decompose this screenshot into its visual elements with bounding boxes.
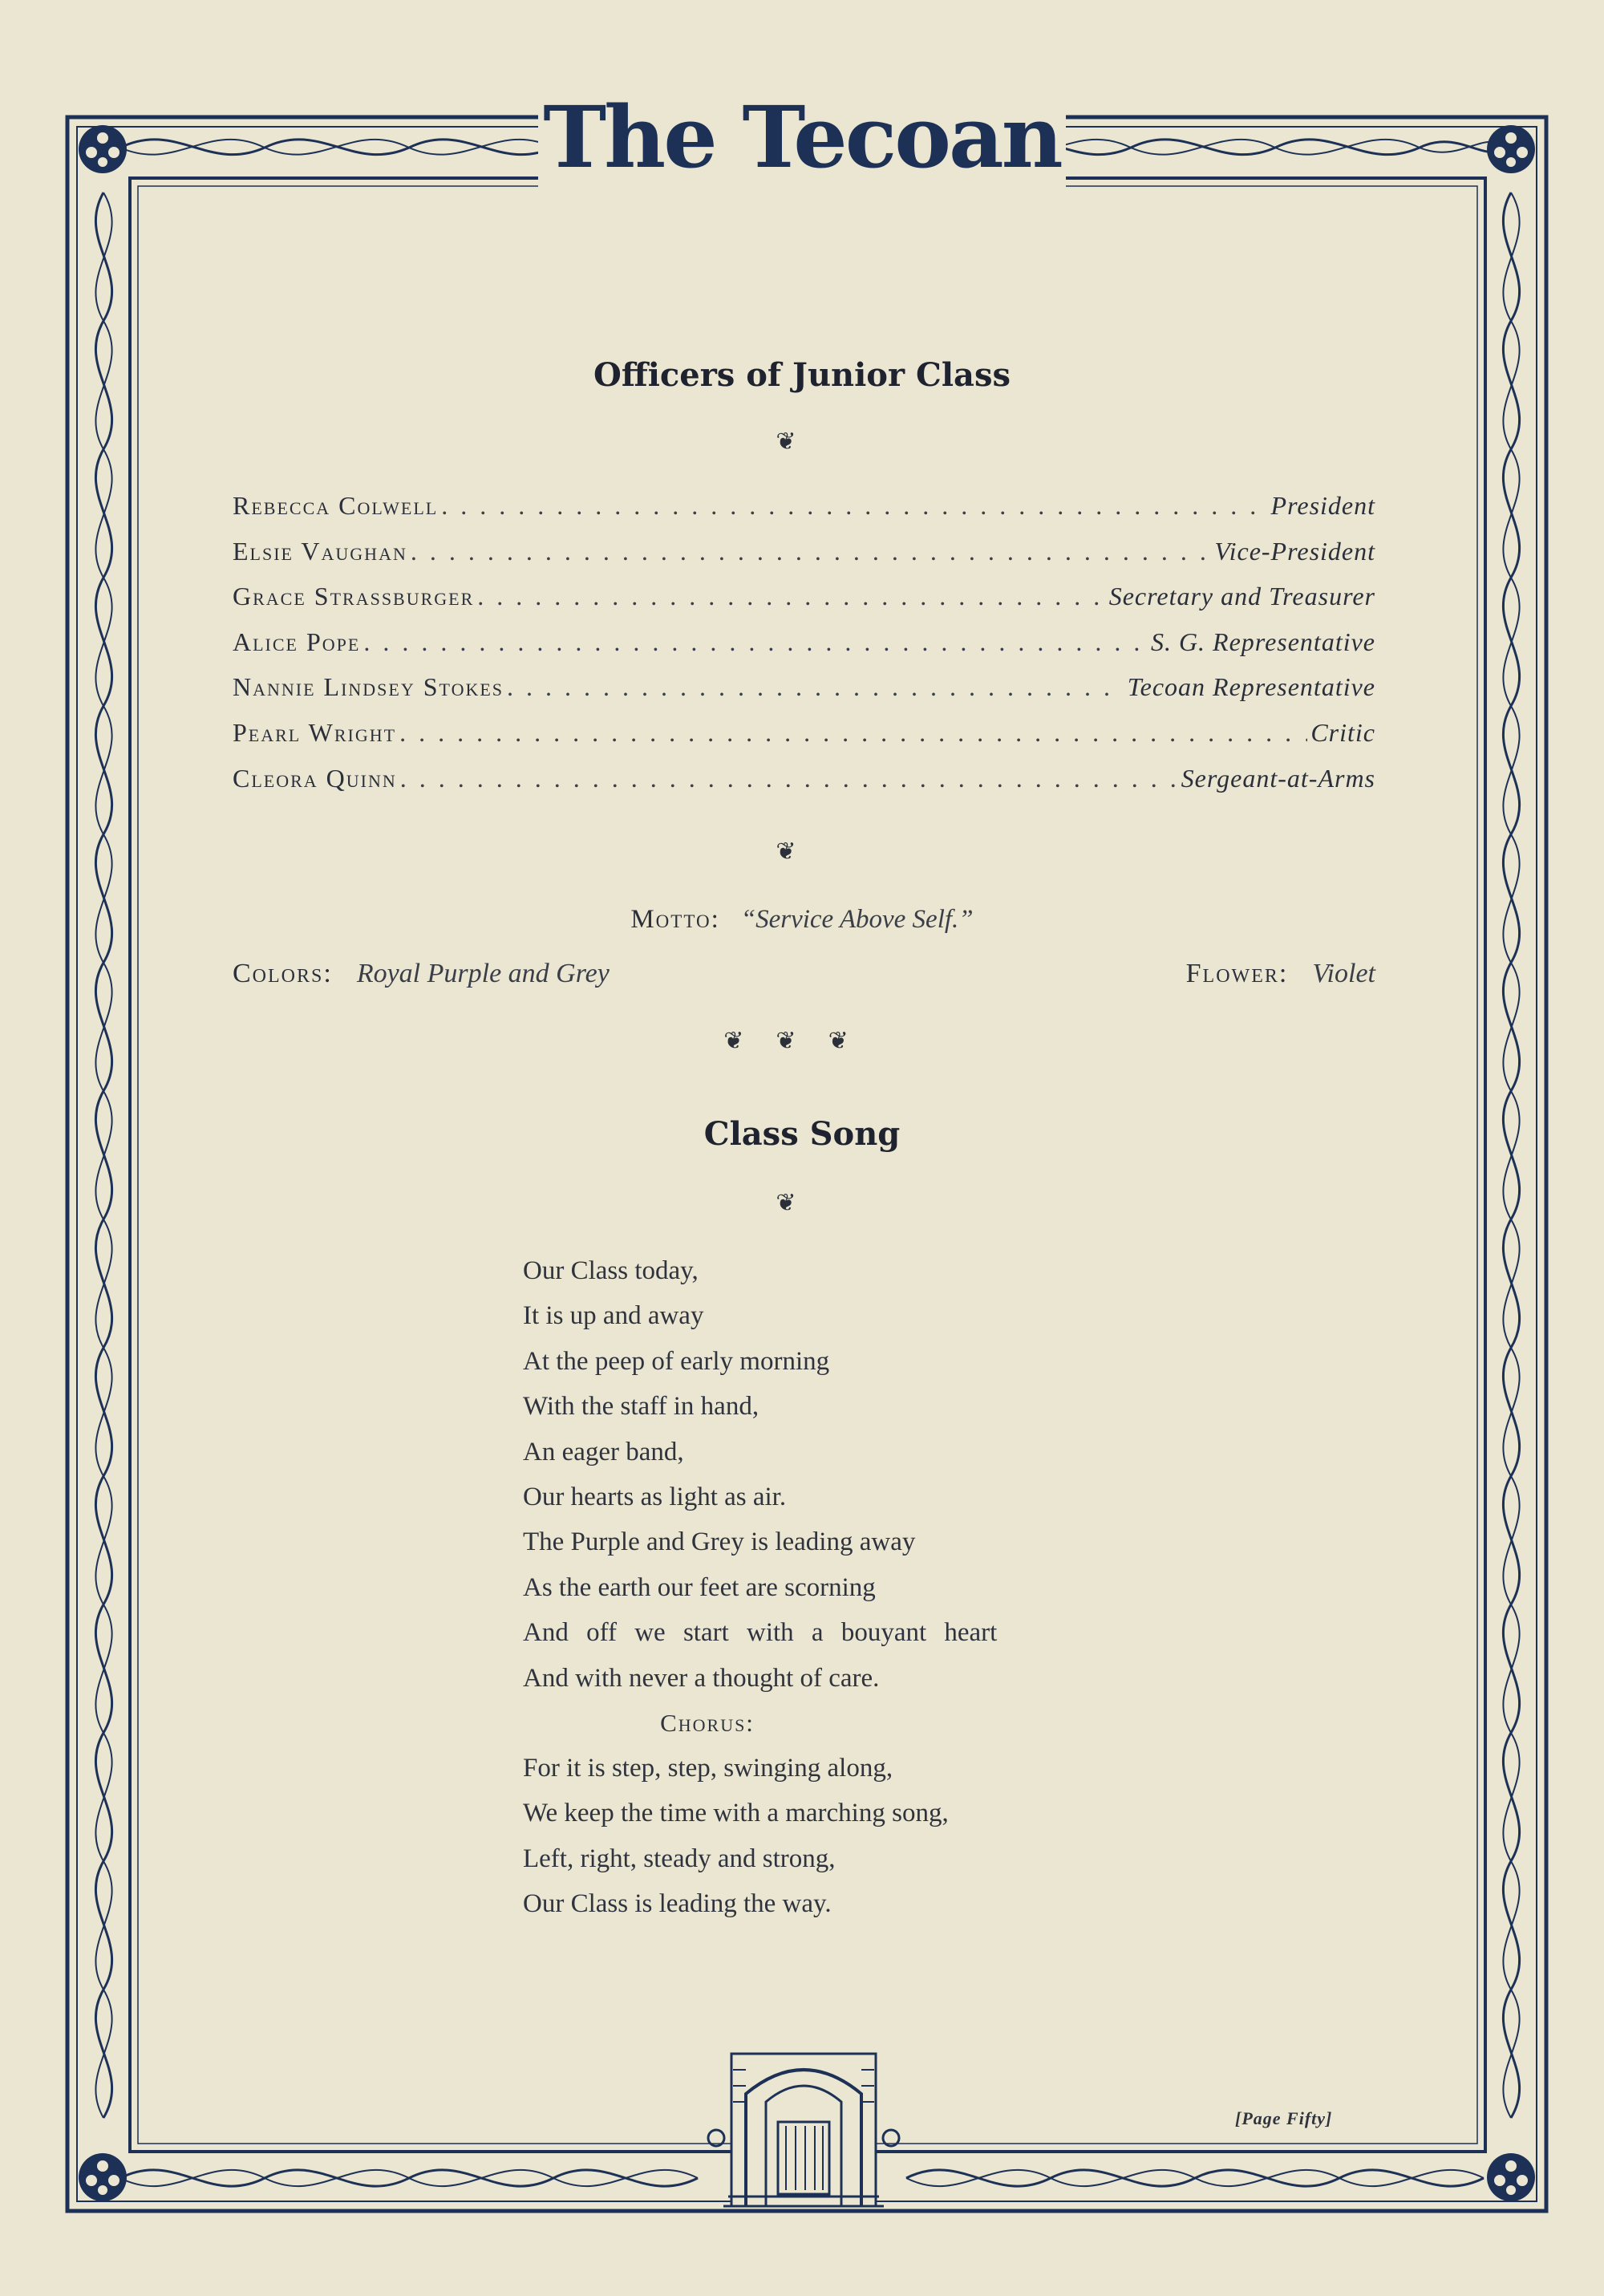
dot-leader: [400, 764, 1178, 793]
dot-leader: [399, 718, 1307, 748]
leaf-ornament-icon: ❦: [776, 838, 828, 865]
officer-row: [233, 582, 1375, 627]
dot-leader: [477, 582, 1105, 611]
officer-role: Sergeant-at-Arms: [1181, 763, 1375, 793]
officer-role: Secretary and Treasurer: [1108, 582, 1375, 611]
dot-leader: [441, 491, 1267, 521]
song-heading: Class Song: [703, 1115, 901, 1153]
verse-line: At the peep of early morning: [523, 1346, 830, 1376]
verse-line: As the earth our feet are scorning: [523, 1572, 876, 1602]
doorway-vignette: [708, 2054, 899, 2206]
officer-role: Vice-President: [1214, 536, 1375, 566]
verse-line: Our hearts as light as air.: [523, 1482, 787, 1511]
verse-line: An eager band,: [523, 1437, 684, 1466]
colors-value: Royal Purple and Grey: [356, 959, 610, 988]
officer-role: S. G. Representative: [1150, 627, 1375, 656]
officer-role: Tecoan Representative: [1127, 672, 1375, 702]
officers-list: [233, 491, 1375, 809]
verse-line: With the staff in hand,: [523, 1392, 759, 1422]
chorus-line: For it is step, step, swinging along,: [523, 1753, 893, 1783]
chorus-line: We keep the time with a marching song,: [523, 1799, 949, 1828]
officer-name: Cleora Quinn: [233, 763, 397, 793]
yearbook-title-text: The Tecoan: [538, 87, 1065, 187]
verse-line: And off we start with a bouyant heart: [523, 1618, 998, 1648]
motto-label: Motto:: [630, 905, 720, 934]
song-lyrics: [523, 1256, 1245, 1934]
officer-role: President: [1270, 491, 1375, 520]
officer-row: [233, 491, 1375, 537]
class-colors: [233, 959, 610, 989]
flower-label: Flower:: [1185, 959, 1289, 988]
leaf-ornament-icon: ❦: [776, 428, 828, 455]
dot-leader: [507, 672, 1124, 702]
leaf-ornament-icon: ❦: [776, 1190, 828, 1216]
chorus-label: Chorus:: [660, 1708, 755, 1737]
motto-line: [0, 905, 1604, 935]
chorus-line: Our Class is leading the way.: [523, 1889, 832, 1919]
officer-name: Elsie Vaughan: [233, 536, 407, 566]
officer-row: [233, 537, 1375, 582]
colors-label: Colors:: [233, 959, 333, 988]
chorus-line: Left, right, steady and strong,: [523, 1844, 836, 1873]
officer-name: Nannie Lindsey Stokes: [233, 672, 504, 702]
officer-name: Alice Pope: [233, 627, 361, 656]
page-number: [Page Fifty]: [1235, 2108, 1333, 2128]
leaf-ornament-icon: ❦: [776, 1028, 828, 1054]
motto-value: “Service Above Self.”: [740, 905, 974, 934]
officer-row: [233, 672, 1375, 718]
verse-line: And with never a thought of care.: [523, 1663, 880, 1693]
leaf-ornament-icon: ❦: [828, 1028, 881, 1054]
yearbook-title: [0, 87, 1604, 187]
leaf-ornament-icon: ❦: [723, 1028, 776, 1054]
officer-row: [233, 764, 1375, 809]
officers-heading: Officers of Junior Class: [593, 356, 1011, 394]
officer-name: Grace Strassburger: [233, 582, 475, 611]
officer-row: [233, 627, 1375, 673]
officer-name: Pearl Wright: [233, 717, 397, 747]
flower-value: Violet: [1312, 959, 1375, 988]
officer-role: Critic: [1310, 717, 1375, 747]
officer-row: [233, 718, 1375, 764]
dot-leader: [363, 627, 1148, 657]
triple-leaf-ornament: [0, 1027, 1604, 1055]
verse-line: Our Class today,: [523, 1256, 699, 1285]
verse-line: The Purple and Grey is leading away: [523, 1527, 916, 1557]
verse-line: It is up and away: [523, 1301, 704, 1331]
class-flower: [1186, 959, 1375, 989]
dot-leader: [411, 537, 1212, 566]
officer-name: Rebecca Colwell: [233, 491, 439, 520]
